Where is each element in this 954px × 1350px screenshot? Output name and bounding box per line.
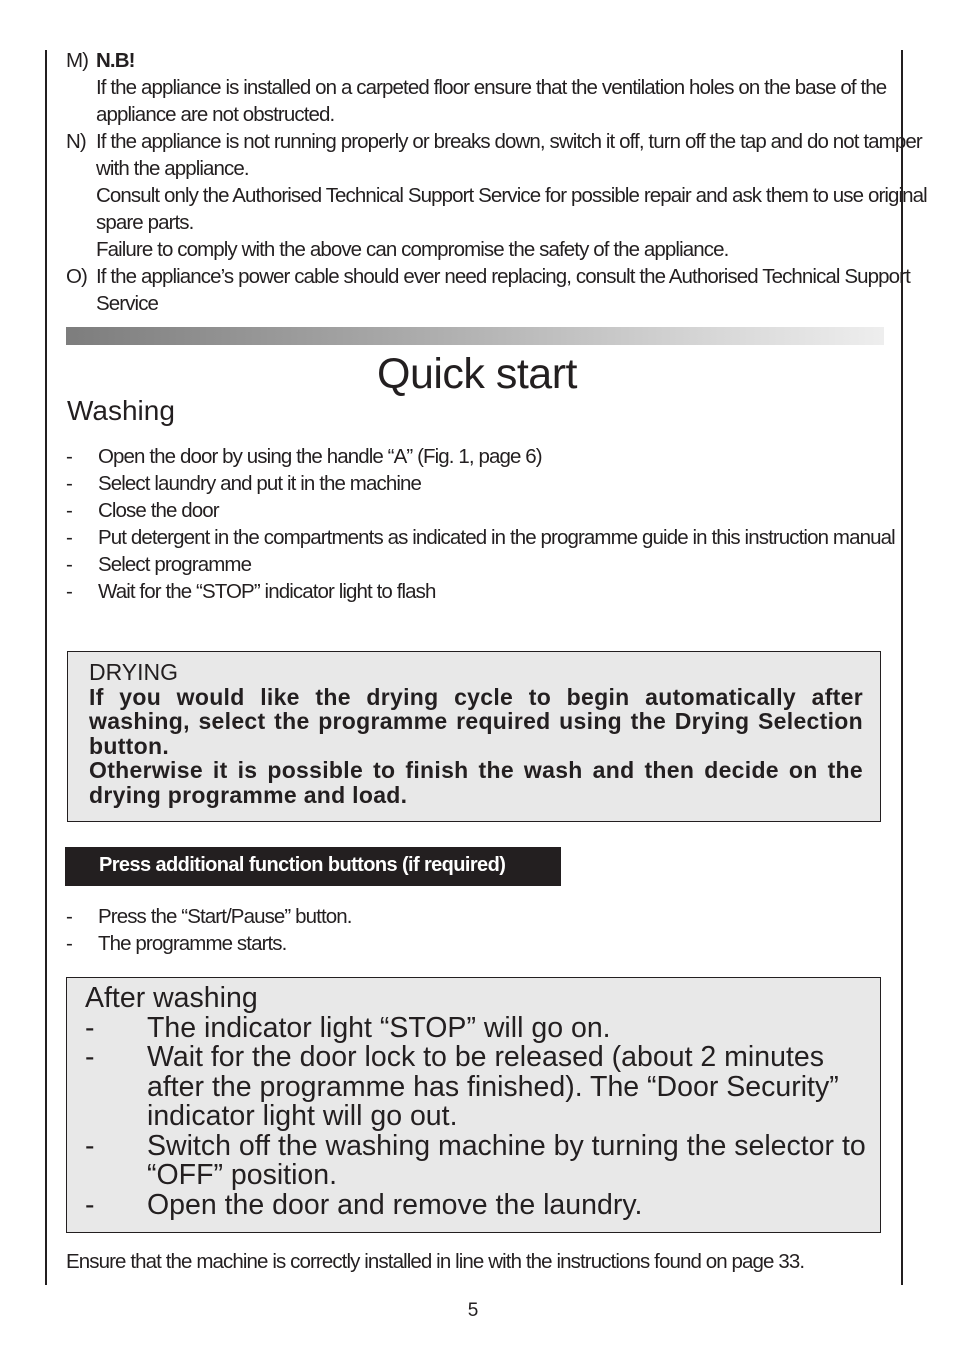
function-buttons-banner: [65, 847, 561, 886]
list-item: - Press the “Start/Pause” button.: [66, 905, 352, 928]
note-m: [66, 47, 946, 128]
list-item: - Open the door and remove the laundry.: [85, 1188, 643, 1221]
drying-paragraph: If you would like the drying cycle to begin automatically after washing, select the programme required using the Drying Selection button.: [89, 683, 863, 759]
note-paragraph: If the appliance is installed on a carpeted floor ensure that the ventilation holes on the base of the appliance are not obstructed.: [96, 76, 887, 126]
drying-info-box: [67, 651, 881, 822]
page-number: 5: [467, 1300, 479, 1321]
note-label: N): [66, 130, 86, 153]
left-margin-rule: [45, 50, 47, 1285]
list-item: - Open the door by using the handle “A” (Fig. 1, page 6): [66, 445, 542, 468]
list-item: - Close the door: [66, 499, 219, 522]
footer-note: Ensure that the machine is correctly installed in line with the instructions found on page 33.: [66, 1250, 805, 1273]
note-heading: N.B!: [96, 49, 135, 72]
note-label: M): [66, 49, 89, 72]
drying-heading: DRYING: [89, 659, 179, 685]
note-paragraph: If the appliance is not running properly or breaks down, switch it off, turn off the tap and do not tamper with the appliance.: [96, 130, 922, 180]
note-o: [66, 263, 946, 317]
list-item: - Select laundry and put it in the machine: [66, 472, 421, 495]
list-item: - The indicator light “STOP” will go on.: [85, 1011, 611, 1044]
after-washing-box: [66, 977, 881, 1233]
banner-label: Press additional function buttons (if required): [99, 854, 506, 876]
drying-paragraph: Otherwise it is possible to finish the wash and then decide on the drying programme and load.: [89, 757, 863, 808]
note-paragraph: Consult only the Authorised Technical Support Service for possible repair and ask them to use original spare parts.: [96, 184, 927, 234]
safety-notes: [66, 47, 946, 317]
list-item: - Wait for the door lock to be released (about 2 minutes after the programme has finished). The “Door Security” indicator light will go out.: [85, 1041, 839, 1132]
note-paragraph: If the appliance’s power cable should ever need replacing, consult the Authorised Technical Support Service: [96, 265, 910, 315]
list-item: - The programme starts.: [66, 932, 287, 955]
washing-steps-list: [66, 443, 896, 605]
page-title: Quick start: [377, 350, 577, 398]
section-divider-bar: [66, 327, 884, 345]
list-item: - Select programme: [66, 553, 252, 576]
list-item: - Wait for the “STOP” indicator light to flash: [66, 580, 436, 603]
note-paragraph: Failure to comply with the above can compromise the safety of the appliance.: [96, 238, 729, 261]
after-washing-heading: After washing: [85, 982, 258, 1014]
section-subtitle: Washing: [67, 395, 175, 426]
start-steps-list: [66, 903, 896, 957]
list-item: - Switch off the washing machine by turning the selector to “OFF” position.: [85, 1129, 866, 1191]
note-label: O): [66, 265, 87, 288]
list-item: - Put detergent in the compartments as indicated in the programme guide in this instruction manual: [66, 526, 895, 549]
note-n: [66, 128, 946, 263]
